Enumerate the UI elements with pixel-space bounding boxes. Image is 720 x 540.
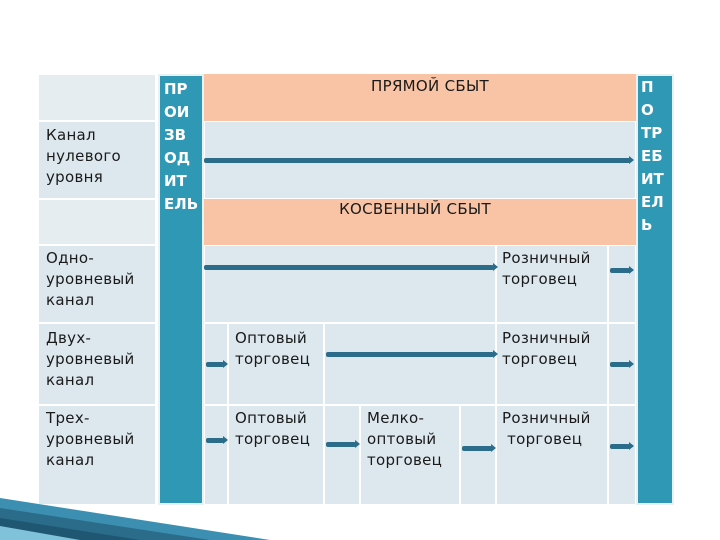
grid-header-left <box>38 74 156 121</box>
arrow-one-to-retail <box>204 265 494 270</box>
retail-label-row2: Розничный торговец <box>502 329 591 368</box>
arrow-two-retail-to-consumer <box>610 362 630 367</box>
direct-sales-title: ПРЯМОЙ СБЫТ <box>371 77 489 95</box>
consumer-label: П О ТР ЕБ ИТ ЕЛ Ь <box>641 78 664 234</box>
wholesale-label-row2: Оптовый торговец <box>235 329 311 368</box>
arrow-three-retail-to-consumer <box>610 444 630 449</box>
row-one-label: Одно- уровневый канал <box>46 249 135 309</box>
arrow-three-to-wholesale <box>206 438 224 443</box>
retail-label-row3: Розничный торговец <box>502 409 591 448</box>
row-zero-gap-cell <box>38 199 156 245</box>
arrow-three-wholesale-to-small <box>326 442 356 447</box>
three-lane-c <box>324 405 360 505</box>
arrow-two-wholesale-to-retail <box>326 352 494 357</box>
one-lane-a <box>204 245 496 323</box>
row-two-label: Двух- уровневый канал <box>46 329 135 389</box>
retail-label-row1: Розничный торговец <box>502 249 591 288</box>
row-zero-label: Канал нулевого уровня <box>46 126 121 186</box>
arrow-three-small-to-retail <box>462 446 492 451</box>
row-three-label: Трех- уровневый канал <box>46 409 135 469</box>
arrow-one-retail-to-consumer <box>610 268 630 273</box>
one-lane-c <box>608 245 636 323</box>
three-lane-g <box>608 405 636 505</box>
arrow-two-to-wholesale <box>206 362 224 367</box>
small-wholesale-label-row3: Мелко- оптовый торговец <box>367 409 443 469</box>
indirect-sales-title: КОСВЕННЫЙ СБЫТ <box>339 200 491 218</box>
decorative-stripes <box>0 460 320 540</box>
producer-label: ПР ОИ ЗВ ОД ИТ ЕЛЬ <box>164 80 199 213</box>
wholesale-label-row3: Оптовый торговец <box>235 409 311 448</box>
three-lane-e <box>460 405 496 505</box>
arrow-zero-direct <box>204 158 630 163</box>
two-lane-c <box>324 323 496 405</box>
